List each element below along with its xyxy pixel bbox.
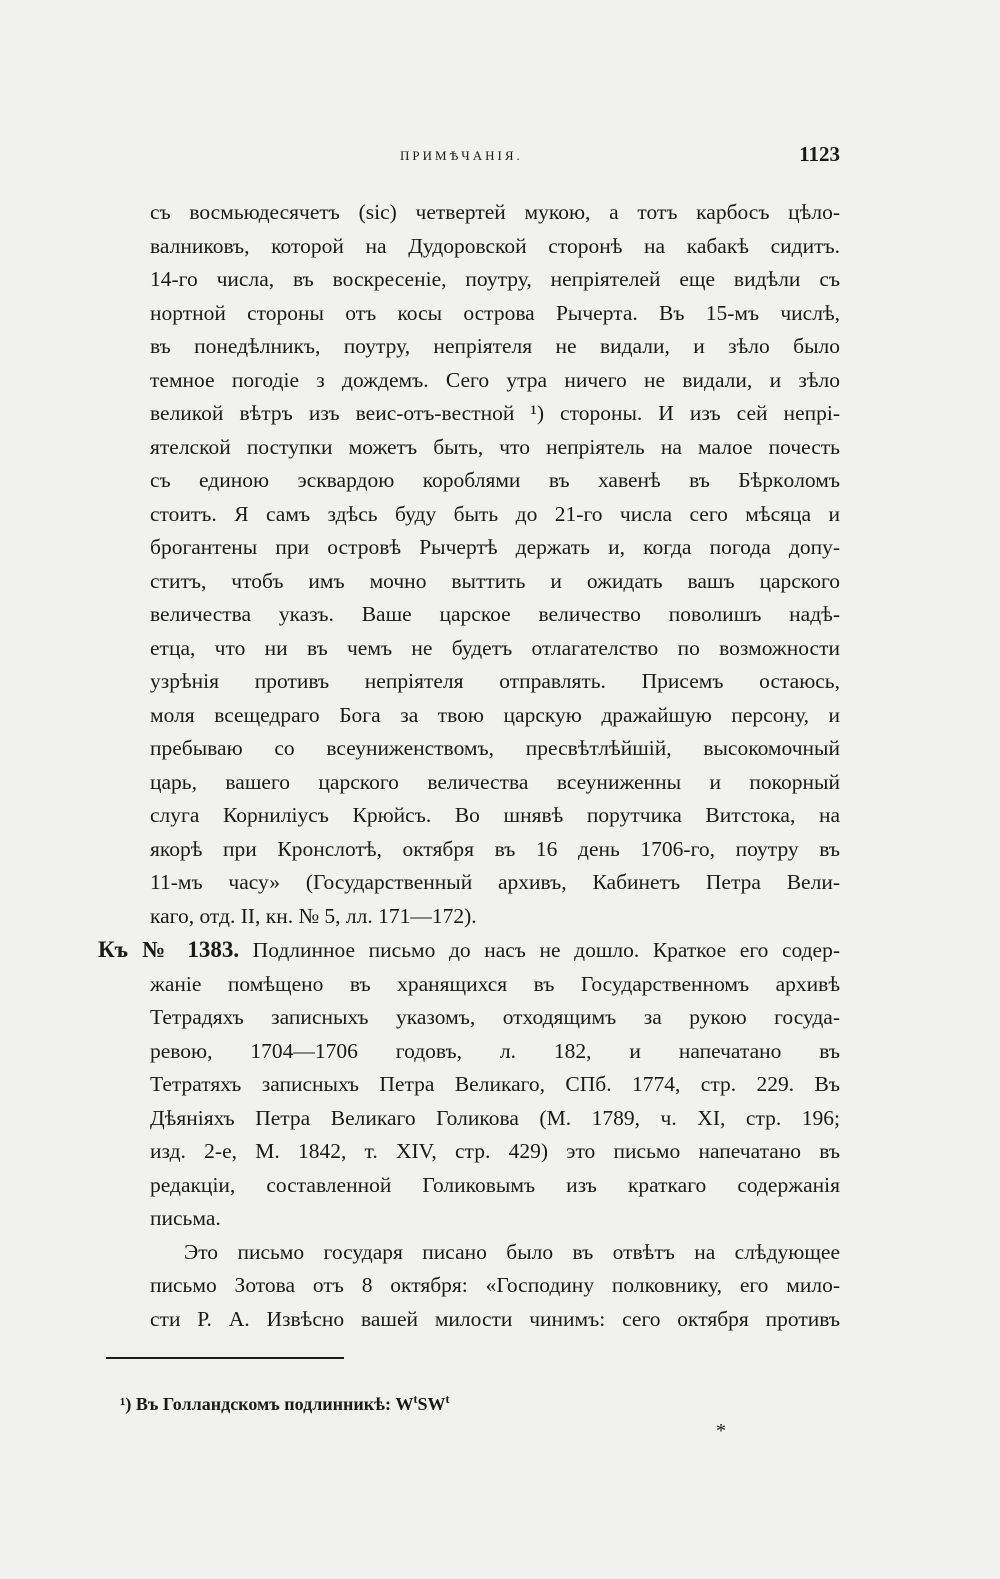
text-line: изд. 2-е, М. 1842, т. XIV, стр. 429) это письмо напечатано въ: [150, 1139, 840, 1163]
text-line: Тетрадяхъ записныхъ указомъ, отходящимъ за рукою госуда-: [150, 1005, 840, 1029]
text-line: Это письмо государя писано было въ отвѣтъ на слѣдующее: [184, 1239, 840, 1264]
text-line: ревою, 1704—1706 годовъ, л. 182, и напечатано въ: [150, 1038, 840, 1063]
text-line: жаніе помѣщено въ хранящихся въ Государственномъ архивѣ: [150, 971, 840, 996]
text-line: каго, отд. II, кн. № 5, лл. 171—172).: [150, 903, 477, 928]
text-line: етца, что ни въ чемъ не будетъ отлагателство по возможности: [150, 635, 840, 660]
footnote-rule: [106, 1357, 344, 1359]
text-line: царь, вашего царского величества всеуниженны и покорный: [150, 769, 840, 794]
footnote: [120, 1392, 449, 1415]
text-line: пребываю со всеуниженствомъ, пресвѣтлѣйшій, высокомочный: [150, 736, 840, 760]
text-line: валниковъ, которой на Дудоровской сторонѣ на кабакѣ сидитъ.: [150, 233, 840, 258]
text-line: слуга Корниліусъ Крюйсъ. Во шнявѣ порутчика Витстока, на: [150, 803, 840, 827]
text-line: редакціи, составленной Голиковымъ изъ краткаго содержанія: [150, 1172, 840, 1197]
text-line: съ единою эсквардою короблями въ хавенѣ въ Бѣркoломъ: [150, 468, 840, 492]
text-line: Тетратяхъ записныхъ Петра Великаго, СПб. 1774, стр. 229. Въ: [150, 1072, 840, 1096]
text-line: величества указъ. Ваше царское величество поволишъ надѣ-: [150, 602, 840, 626]
entry-first-line: [98, 933, 840, 968]
footnote-text: Въ Голландскомъ подлинникѣ: W: [135, 1394, 414, 1414]
text-line: брогантены при островѣ Рычертѣ держать и, когда погода допу-: [150, 535, 840, 559]
text-line: 14-го числа, въ воскресеніе, поутру, непріятелей еще видѣли съ: [150, 267, 840, 291]
text-line: узрѣнія противъ непріятеля отправлять. Присемъ остаюсь,: [150, 669, 840, 693]
asterisk-mark: *: [716, 1420, 726, 1442]
page-header: [150, 142, 840, 172]
running-head: ПРИМѢЧАНІЯ.: [400, 148, 523, 163]
footnote-sup: t: [445, 1392, 450, 1406]
text-line: письмо Зотова отъ 8 октября: «Господину полковнику, его мило-: [150, 1273, 840, 1297]
footnote-mid: SW: [417, 1394, 446, 1414]
text-line: ятелской поступки можетъ быть, что непріятель на малое почесть: [150, 434, 840, 459]
text-line: съ восмьюдесячетъ (sic) четвертей мукою, а тотъ карбосъ цѣло-: [150, 200, 840, 224]
text-line: моля всещедраго Бога за твою царскую дражайшую персону, и: [150, 702, 840, 727]
text-line: ститъ, чтобъ имъ мочно выттить и ожидать вашъ царского: [150, 568, 840, 593]
text-line: нортной стороны отъ косы острова Рычерта. Въ 15-мъ числѣ,: [150, 300, 840, 325]
entry-first-text: Подлинное письмо до насъ не дошло. Краткое его содер-: [252, 938, 841, 962]
text-line: темное погодіе з дождемъ. Сего утра ничего не видали, и зѣло: [150, 367, 840, 392]
body-text: [98, 196, 841, 1336]
text-line: якорѣ при Кронслотѣ, октября въ 16 день 1706-го, поутру въ: [150, 836, 840, 861]
entry-label: Къ № 1383.: [98, 937, 240, 962]
text-line: 11-мъ часу» (Государственный архивъ, Кабинетъ Петра Вели-: [150, 870, 840, 894]
footnote-sup: t: [413, 1392, 418, 1406]
text-line: въ понедѣлникъ, поутру, непріятеля не видали, и зѣло было: [150, 334, 840, 358]
text-line: сти Р. А. Извѣсно вашей милости чинимъ: сего октября противъ: [150, 1306, 840, 1331]
text-line: Дѣяніяхъ Петра Великаго Голикова (М. 1789, ч. XI, стр. 196;: [150, 1105, 840, 1130]
footnote-mark: ¹): [120, 1394, 132, 1414]
text-line: письма.: [150, 1206, 221, 1230]
text-line: стоитъ. Я самъ здѣсь буду быть до 21-го числа сего мѣсяца и: [150, 501, 840, 526]
page-number: 1123: [799, 142, 840, 166]
text-line: великой вѣтръ изъ веис-отъ-вестной ¹) стороны. И изъ сей непрі-: [150, 401, 840, 425]
